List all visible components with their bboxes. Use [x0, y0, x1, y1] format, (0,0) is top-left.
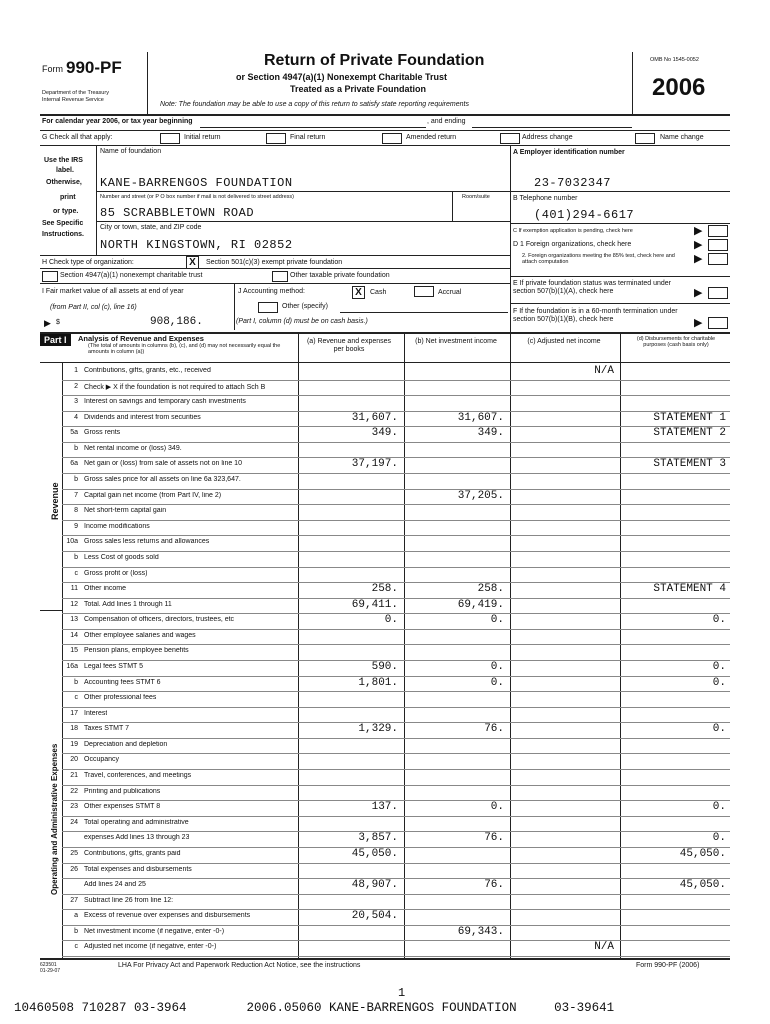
row-value-a[interactable]: 1,801. [358, 676, 398, 689]
or-type-label: or type. [53, 208, 79, 215]
row-number: 2 [74, 382, 78, 390]
row-value-c[interactable]: N/A [594, 941, 614, 954]
row-divider [62, 489, 730, 490]
revenue-side-label: Revenue [50, 482, 60, 520]
row-label: Net investment income (if negative, enter -0-) [84, 927, 225, 935]
row-number: 24 [70, 818, 78, 826]
label-label: label. [56, 167, 74, 174]
row-value-d[interactable]: 0. [712, 614, 726, 627]
row-label: Net short-term capital gain [84, 507, 167, 515]
form-subtitle-2: Treated as a Private Foundation [290, 84, 427, 94]
row-label: Contributions, gifts, grants paid [84, 849, 181, 857]
row-value-d[interactable]: 0. [712, 723, 726, 736]
use-irs-label: Use the IRS [44, 157, 83, 164]
foundation-name[interactable]: KANE-BARRENGOS FOUNDATION [100, 176, 293, 190]
row-divider [62, 691, 730, 692]
row-value-b[interactable]: 69,343. [457, 925, 504, 938]
501c3-label: Section 501(c)(3) exempt private foundation [206, 259, 343, 266]
row-label: Legal fees STMT 5 [84, 663, 144, 670]
other-taxable-checkbox[interactable] [272, 271, 288, 282]
row-divider [62, 785, 730, 786]
row-value-a[interactable]: 37,197. [351, 458, 398, 471]
col-d-header: (d) Disbursements for charitable purposes (cash basis only) [636, 336, 716, 348]
row-number: 17 [70, 709, 78, 717]
row-value-a[interactable]: 3,857. [358, 832, 398, 845]
row-value-a[interactable]: 31,607. [351, 411, 398, 424]
street-address[interactable]: 85 SCRABBLETOWN ROAD [100, 206, 255, 220]
c-checkbox[interactable] [708, 225, 728, 237]
row-value-b[interactable]: 69,419. [457, 598, 504, 611]
row-number: 19 [70, 740, 78, 748]
row-value-b[interactable]: 258. [477, 583, 504, 596]
row-number: 26 [70, 865, 78, 873]
row-number: c [74, 569, 78, 577]
check-all-label: G Check all that apply: [42, 134, 113, 141]
part1-title-sub: (The total of amounts in columns (b), (c), and (d) may not necessarily equal the amounts in column (a)) [88, 343, 281, 355]
row-label: Other income [84, 585, 127, 593]
row-label: Less Cost of goods sold [84, 553, 159, 561]
row-label: Dividends and interest from securities [84, 413, 201, 421]
row-number: 23 [70, 803, 78, 811]
address-change-label: Address change [522, 134, 573, 141]
row-number: b [74, 678, 78, 686]
row-divider [62, 395, 730, 396]
row-number: 11 [70, 585, 78, 593]
row-divider [62, 940, 730, 941]
row-number: 12 [70, 600, 78, 608]
page-number: 1 [398, 986, 406, 1000]
row-label: Pension plans, employee benefits [84, 647, 189, 655]
row-number: 25 [70, 849, 78, 857]
row-value-a[interactable]: 48,907. [351, 879, 398, 892]
form-note: Note: The foundation may be able to use a copy of this return to satisfy state reporting requirements [160, 101, 469, 108]
e-arrow-icon: ▶ [694, 287, 703, 299]
other-taxable-label: Other taxable private foundation [290, 272, 390, 279]
fmv-arrow-icon: ▶ [44, 318, 51, 328]
row-value-d[interactable]: STATEMENT 1 [653, 411, 726, 424]
row-value-a[interactable]: 0. [384, 614, 398, 627]
row-label: Gross sales price for all assets on line 6a 323,647. [84, 476, 241, 484]
row-value-a[interactable]: 137. [371, 801, 398, 814]
row-label: Depreciation and depletion [84, 740, 168, 748]
accounting-method-label: J Accounting method: [238, 288, 305, 295]
d2-arrow-icon: ▶ [694, 253, 703, 265]
c-exemption-label: C If exemption application is pending, check here [513, 228, 633, 234]
fmv-value[interactable]: 908,186. [150, 316, 203, 328]
row-label: expenses Add lines 13 through 23 [84, 834, 190, 842]
address-change-checkbox[interactable] [500, 133, 520, 144]
row-number: 9 [74, 522, 78, 530]
row-label: Net rental income or (loss) 349. [84, 444, 182, 452]
row-value-d[interactable]: 0. [712, 832, 726, 845]
form-title: Return of Private Foundation [264, 52, 485, 69]
row-value-b[interactable]: 349. [477, 427, 504, 440]
row-number: 22 [70, 787, 78, 795]
row-divider [62, 504, 730, 505]
row-label: Total. Add lines 1 through 11 [84, 600, 172, 608]
f-arrow-icon: ▶ [694, 317, 703, 329]
see-specific-label: See Specific [42, 220, 84, 227]
row-number: 20 [70, 756, 78, 764]
tax-year: 2006 [652, 74, 706, 101]
row-label: Gross profit or (loss) [84, 569, 148, 577]
row-value-b[interactable]: 0. [490, 676, 504, 689]
row-number: 16a [66, 663, 78, 670]
row-label: Net gain or (loss) from sale of assets not on line 10 [84, 460, 242, 468]
dept-line-2: Internal Revenue Service [42, 97, 104, 103]
row-value-c[interactable]: N/A [594, 365, 614, 377]
row-value-b[interactable]: 76. [484, 879, 504, 892]
city-state-zip[interactable]: NORTH KINGSTOWN, RI 02852 [100, 238, 293, 252]
row-divider [62, 380, 730, 381]
row-value-d[interactable]: 0. [712, 801, 726, 814]
row-number: 5a [70, 429, 78, 437]
row-value-a[interactable]: 1,329. [358, 723, 398, 736]
d1-arrow-icon: ▶ [694, 239, 703, 251]
501c3-checkbox[interactable]: X [186, 256, 199, 269]
fmv-label-2: (from Part II, col (c), line 16) [50, 304, 137, 311]
initial-return-checkbox[interactable] [160, 133, 180, 144]
row-number: 7 [74, 491, 78, 499]
expenses-side-label: Operating and Administrative Expenses [50, 743, 59, 895]
row-number: 15 [70, 647, 78, 655]
d2-foreign-label: 2. Foreign organizations meeting the 85% test, check here and attach computation [522, 253, 675, 265]
row-divider [62, 816, 730, 817]
row-label: Accounting fees STMT 6 [84, 678, 161, 686]
row-label: Add lines 24 and 25 [84, 881, 146, 889]
row-divider [62, 925, 730, 926]
accrual-label: Accrual [438, 289, 462, 296]
row-value-a[interactable]: 258. [371, 583, 398, 596]
row-divider [62, 769, 730, 770]
row-label: Occupancy [84, 756, 120, 764]
cash-checkbox[interactable]: X [352, 286, 365, 299]
d1-foreign-label: D 1 Foreign organizations, check here [513, 241, 632, 248]
city-label: City or town, state, and ZIP code [100, 224, 202, 231]
row-number: b [74, 553, 78, 561]
row-number: 1 [74, 367, 78, 374]
row-label: Printing and publications [84, 787, 161, 795]
foundation-name-label: Name of foundation [100, 148, 162, 155]
row-value-d[interactable]: 45,050. [679, 847, 726, 860]
omb-number: OMB No 1545-0052 [650, 57, 699, 63]
row-label: Capital gain net income (from Part IV, line 2) [84, 491, 222, 499]
row-label: Compensation of officers, directors, trustees, etc [84, 616, 235, 624]
d1-checkbox[interactable] [708, 239, 728, 251]
cash-label: Cash [370, 289, 387, 296]
row-value-d[interactable]: 0. [712, 661, 726, 673]
form-word: Form [42, 64, 63, 74]
row-number: 21 [70, 772, 78, 780]
phone-label: B Telephone number [513, 195, 578, 202]
row-label: Interest on savings and temporary cash investments [84, 398, 246, 406]
row-divider [62, 551, 730, 552]
row-number: 4 [74, 413, 78, 421]
row-divider [62, 894, 730, 895]
name-change-checkbox[interactable] [635, 133, 655, 144]
f-checkbox[interactable] [708, 317, 728, 329]
accrual-checkbox[interactable] [414, 286, 434, 297]
part1-title: Analysis of Revenue and Expenses [78, 334, 204, 343]
amended-return-label: Amended return [406, 134, 457, 141]
col-c-header: (c) Adjusted net income [527, 338, 601, 345]
bottom-control-line: 10460508 710287 03-3964 2006.05060 KANE-BARRENGOS FOUNDATION 03-39641 [14, 1001, 615, 1015]
row-number: c [74, 694, 78, 702]
ein-label: A Employer identification number [513, 149, 625, 156]
street-label: Number and street (or P O box number if mail is not delivered to street address) [100, 194, 295, 200]
f-termination-label: F If the foundation is in a 60-month termination under section 507(b)(1)(B), check here [513, 308, 678, 323]
fmv-label-1: I Fair market value of all assets at end of year [42, 288, 184, 295]
name-change-label: Name change [660, 134, 704, 141]
row-value-d[interactable]: STATEMENT 4 [653, 583, 726, 596]
form-subtitle-1: or Section 4947(a)(1) Nonexempt Charitable Trust [236, 72, 448, 82]
row-number: 6a [70, 460, 78, 468]
print-label: print [60, 194, 76, 201]
room-suite-label: Room/suite [462, 194, 490, 200]
row-value-a[interactable]: 45,050. [351, 847, 398, 860]
row-label: Adjusted net income (if negative, enter -0-) [84, 943, 217, 951]
row-label: Income modifications [84, 522, 150, 530]
row-label: Other professional fees [84, 694, 157, 702]
row-label: Gross rents [84, 429, 121, 437]
row-value-d[interactable]: STATEMENT 3 [653, 458, 726, 471]
row-number: b [74, 444, 78, 452]
fmv-dollar: $ [56, 319, 60, 326]
initial-return-label: Initial return [184, 134, 221, 141]
row-divider [62, 473, 730, 474]
d2-checkbox[interactable] [708, 253, 728, 265]
row-value-a[interactable]: 69,411. [351, 598, 398, 611]
row-number: c [74, 943, 78, 951]
row-divider [62, 753, 730, 754]
amended-return-checkbox[interactable] [382, 133, 402, 144]
row-value-b[interactable]: 0. [490, 801, 504, 814]
row-value-d[interactable]: 45,050. [679, 879, 726, 892]
row-divider [62, 520, 730, 521]
ein-value[interactable]: 23-7032347 [534, 176, 612, 190]
instructions-label: Instructions. [42, 231, 85, 238]
h-org-type-label: H Check type of organization: [42, 259, 134, 266]
row-value-d[interactable]: STATEMENT 2 [653, 427, 726, 440]
row-number: b [74, 927, 78, 935]
row-value-b[interactable]: 76. [484, 832, 504, 845]
row-number: 14 [70, 631, 78, 639]
row-label: Travel, conferences, and meetings [84, 772, 192, 780]
calendar-year-label: For calendar year 2006, or tax year beginning [42, 118, 193, 125]
row-divider [62, 567, 730, 568]
row-value-b[interactable]: 31,607. [457, 411, 504, 424]
4947-label: Section 4947(a)(1) nonexempt charitable trust [60, 272, 203, 279]
col-b-header: (b) Net investment income [415, 338, 497, 345]
row-value-b[interactable]: 0. [490, 614, 504, 627]
row-divider [62, 535, 730, 536]
row-divider [62, 863, 730, 864]
row-number: b [74, 476, 78, 484]
row-label: Other expenses STMT 8 [84, 803, 161, 811]
row-value-a[interactable]: 349. [371, 427, 398, 440]
row-number: 13 [70, 616, 78, 624]
dept-line-1: Department of the Treasury [42, 90, 109, 96]
row-divider [62, 629, 730, 630]
final-return-label: Final return [290, 134, 326, 141]
row-divider [62, 956, 730, 957]
row-divider [62, 442, 730, 443]
row-label: Contributions, gifts, grants, etc., received [84, 367, 211, 374]
row-divider [62, 707, 730, 708]
form-ref-footer: Form 990-PF (2006) [636, 962, 700, 969]
row-label: Total expenses and disbursements [84, 865, 192, 873]
row-number: 18 [70, 725, 78, 733]
row-value-a[interactable]: 590. [371, 661, 398, 673]
e-terminated-label: E If private foundation status was terminated under section 507(b)(1)(A), check here [513, 280, 671, 295]
row-number: 10a [66, 538, 78, 546]
form-number: 990-PF [66, 58, 122, 77]
e-checkbox[interactable] [708, 287, 728, 299]
row-value-d[interactable]: 0. [712, 676, 726, 689]
c-arrow-icon: ▶ [694, 225, 703, 237]
and-ending-label: , and ending [427, 118, 466, 125]
row-value-b[interactable]: 0. [490, 661, 504, 673]
row-number: 27 [70, 896, 78, 904]
phone-value[interactable]: (401)294-6617 [534, 208, 635, 222]
row-value-b[interactable]: 37,205. [457, 489, 504, 502]
row-number: 3 [74, 398, 78, 406]
row-number: a [74, 912, 78, 920]
row-divider [62, 738, 730, 739]
row-label: Total operating and administrative [84, 818, 189, 826]
col-a-header: (a) Revenue and expenses per books [306, 338, 392, 353]
other-method-checkbox[interactable] [258, 302, 278, 313]
row-label: Other employee salaries and wages [84, 631, 196, 639]
final-return-checkbox[interactable] [266, 133, 286, 144]
row-label: Check ▶ X if the foundation is not required to attach Sch B [84, 383, 266, 391]
row-label: Taxes STMT 7 [84, 725, 129, 733]
4947-checkbox[interactable] [42, 271, 58, 282]
form-code: 623501 01-29-07 [40, 962, 61, 974]
otherwise-label: Otherwise, [46, 179, 82, 186]
row-label: Excess of revenue over expenses and disbursements [84, 912, 251, 920]
other-method-label: Other (specify) [282, 303, 328, 310]
row-label: Gross sales less returns and allowances [84, 538, 210, 546]
row-value-a[interactable]: 20,504. [351, 910, 398, 923]
row-label: Interest [84, 709, 108, 717]
row-divider [62, 644, 730, 645]
part1-label: Part I [40, 334, 71, 346]
cash-basis-note: (Part I, column (d) must be on cash basis.) [236, 318, 368, 325]
row-label: Subtract line 26 from line 12: [84, 896, 174, 904]
row-number: 8 [74, 507, 78, 515]
row-value-b[interactable]: 76. [484, 723, 504, 736]
lha-notice: LHA For Privacy Act and Paperwork Reduction Act Notice, see the instructions [118, 962, 361, 969]
